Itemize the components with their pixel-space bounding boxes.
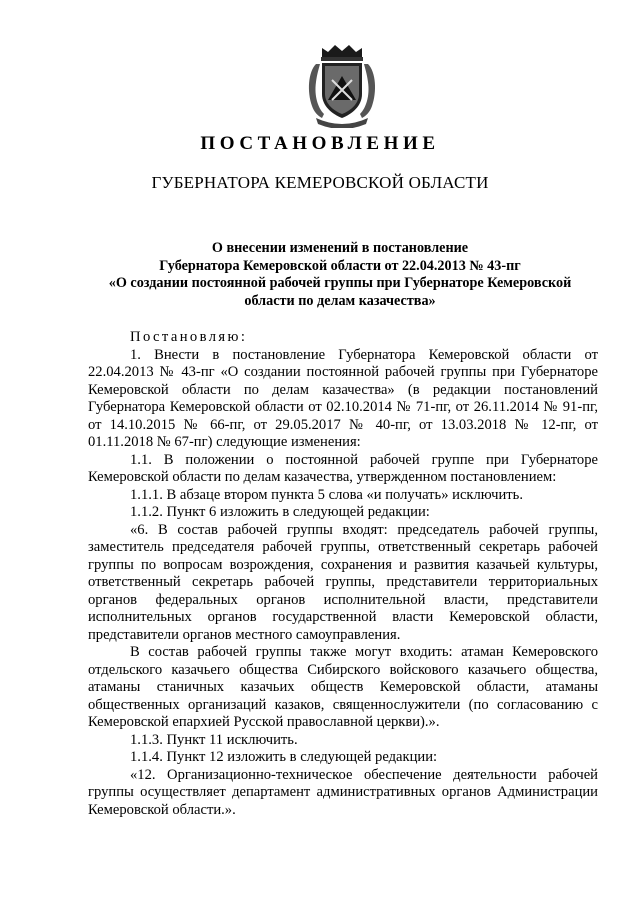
paragraph-item-12: «12. Организационно-техническое обеспечение деятельности рабочей группы осуществляет департамент административных органов Администрации Кемеровской области.». [88, 766, 598, 818]
decree-word: Постановляю: [130, 329, 248, 345]
paragraph-1-1-2: 1.1.2. Пункт 6 изложить в следующей редакции: [130, 504, 430, 520]
paragraph-item-6-cont: В состав рабочей группы также могут входить: атаман Кемеровского отдельского казачьего общества Сибирского войскового казачьего общества, атаманы станичных казачьих обществ Кемеровской области, атаманы общественных организаций казаков, священнослужители (по согласованию с Кемеровской епархией Русской православной церкви).». [88, 644, 598, 730]
decree-body [88, 329, 598, 819]
coat-of-arms-icon [302, 42, 382, 128]
decree-title-line: О внесении изменений в постановление [211, 240, 469, 256]
paragraph-1-1-1: 1.1.1. В абзаце втором пункта 5 слова «и получать» исключить. [130, 486, 523, 503]
paragraph-1-1-4: 1.1.4. Пункт 12 изложить в следующей редакции: [130, 749, 438, 765]
decree-title-line: Губернатора Кемеровской области от 22.04.2013 № 43-пг [159, 257, 521, 274]
issuing-authority: ГУБЕРНАТОРА КЕМЕРОВСКОЙ ОБЛАСТИ [151, 173, 489, 192]
paragraph-item-6: «6. В состав рабочей группы входят: председатель рабочей группы, заместитель председателя рабочей группы, ответственный секретарь рабочей группы по вопросам возрождения, сохранения и развития казачьей культуры, ответственный секретарь рабочей группы, представители территориальных органов федеральных органов исполнительной власти, представители исполнительных органов государственной власти Кемеровской области, представители органов местного самоуправления. [88, 521, 598, 643]
paragraph-1-1-3: 1.1.3. Пункт 11 исключить. [130, 731, 298, 748]
decree-title-line: области по делам казачества» [244, 292, 436, 309]
paragraph-1-1: 1.1. В положении о постоянной рабочей группе при Губернаторе Кемеровской области по делам казачества, утвержденном постановлением: [88, 451, 598, 485]
paragraph-1: 1. Внести в постановление Губернатора Кемеровской области от 22.04.2013 № 43-пг «О создании постоянной рабочей группы при Губернаторе Кемеровской области по делам казачества» (в редакции постановлений Губернатора Кемеровской области от 02.10.2014 № 71-пг, от 26.11.2014 № 91-пг, от 14.10.2015 № 66-пг, от 29.05.2017 № 40-пг, от 13.03.2018 № 12-пг, от 01.11.2018 № 67-пг) следующие изменения: [88, 346, 598, 450]
decree-title-line: «О создании постоянной рабочей группы при Губернаторе Кемеровской [108, 275, 572, 291]
document-type-heading: ПОСТАНОВЛЕНИЕ [200, 133, 440, 154]
decree-title [88, 240, 592, 310]
